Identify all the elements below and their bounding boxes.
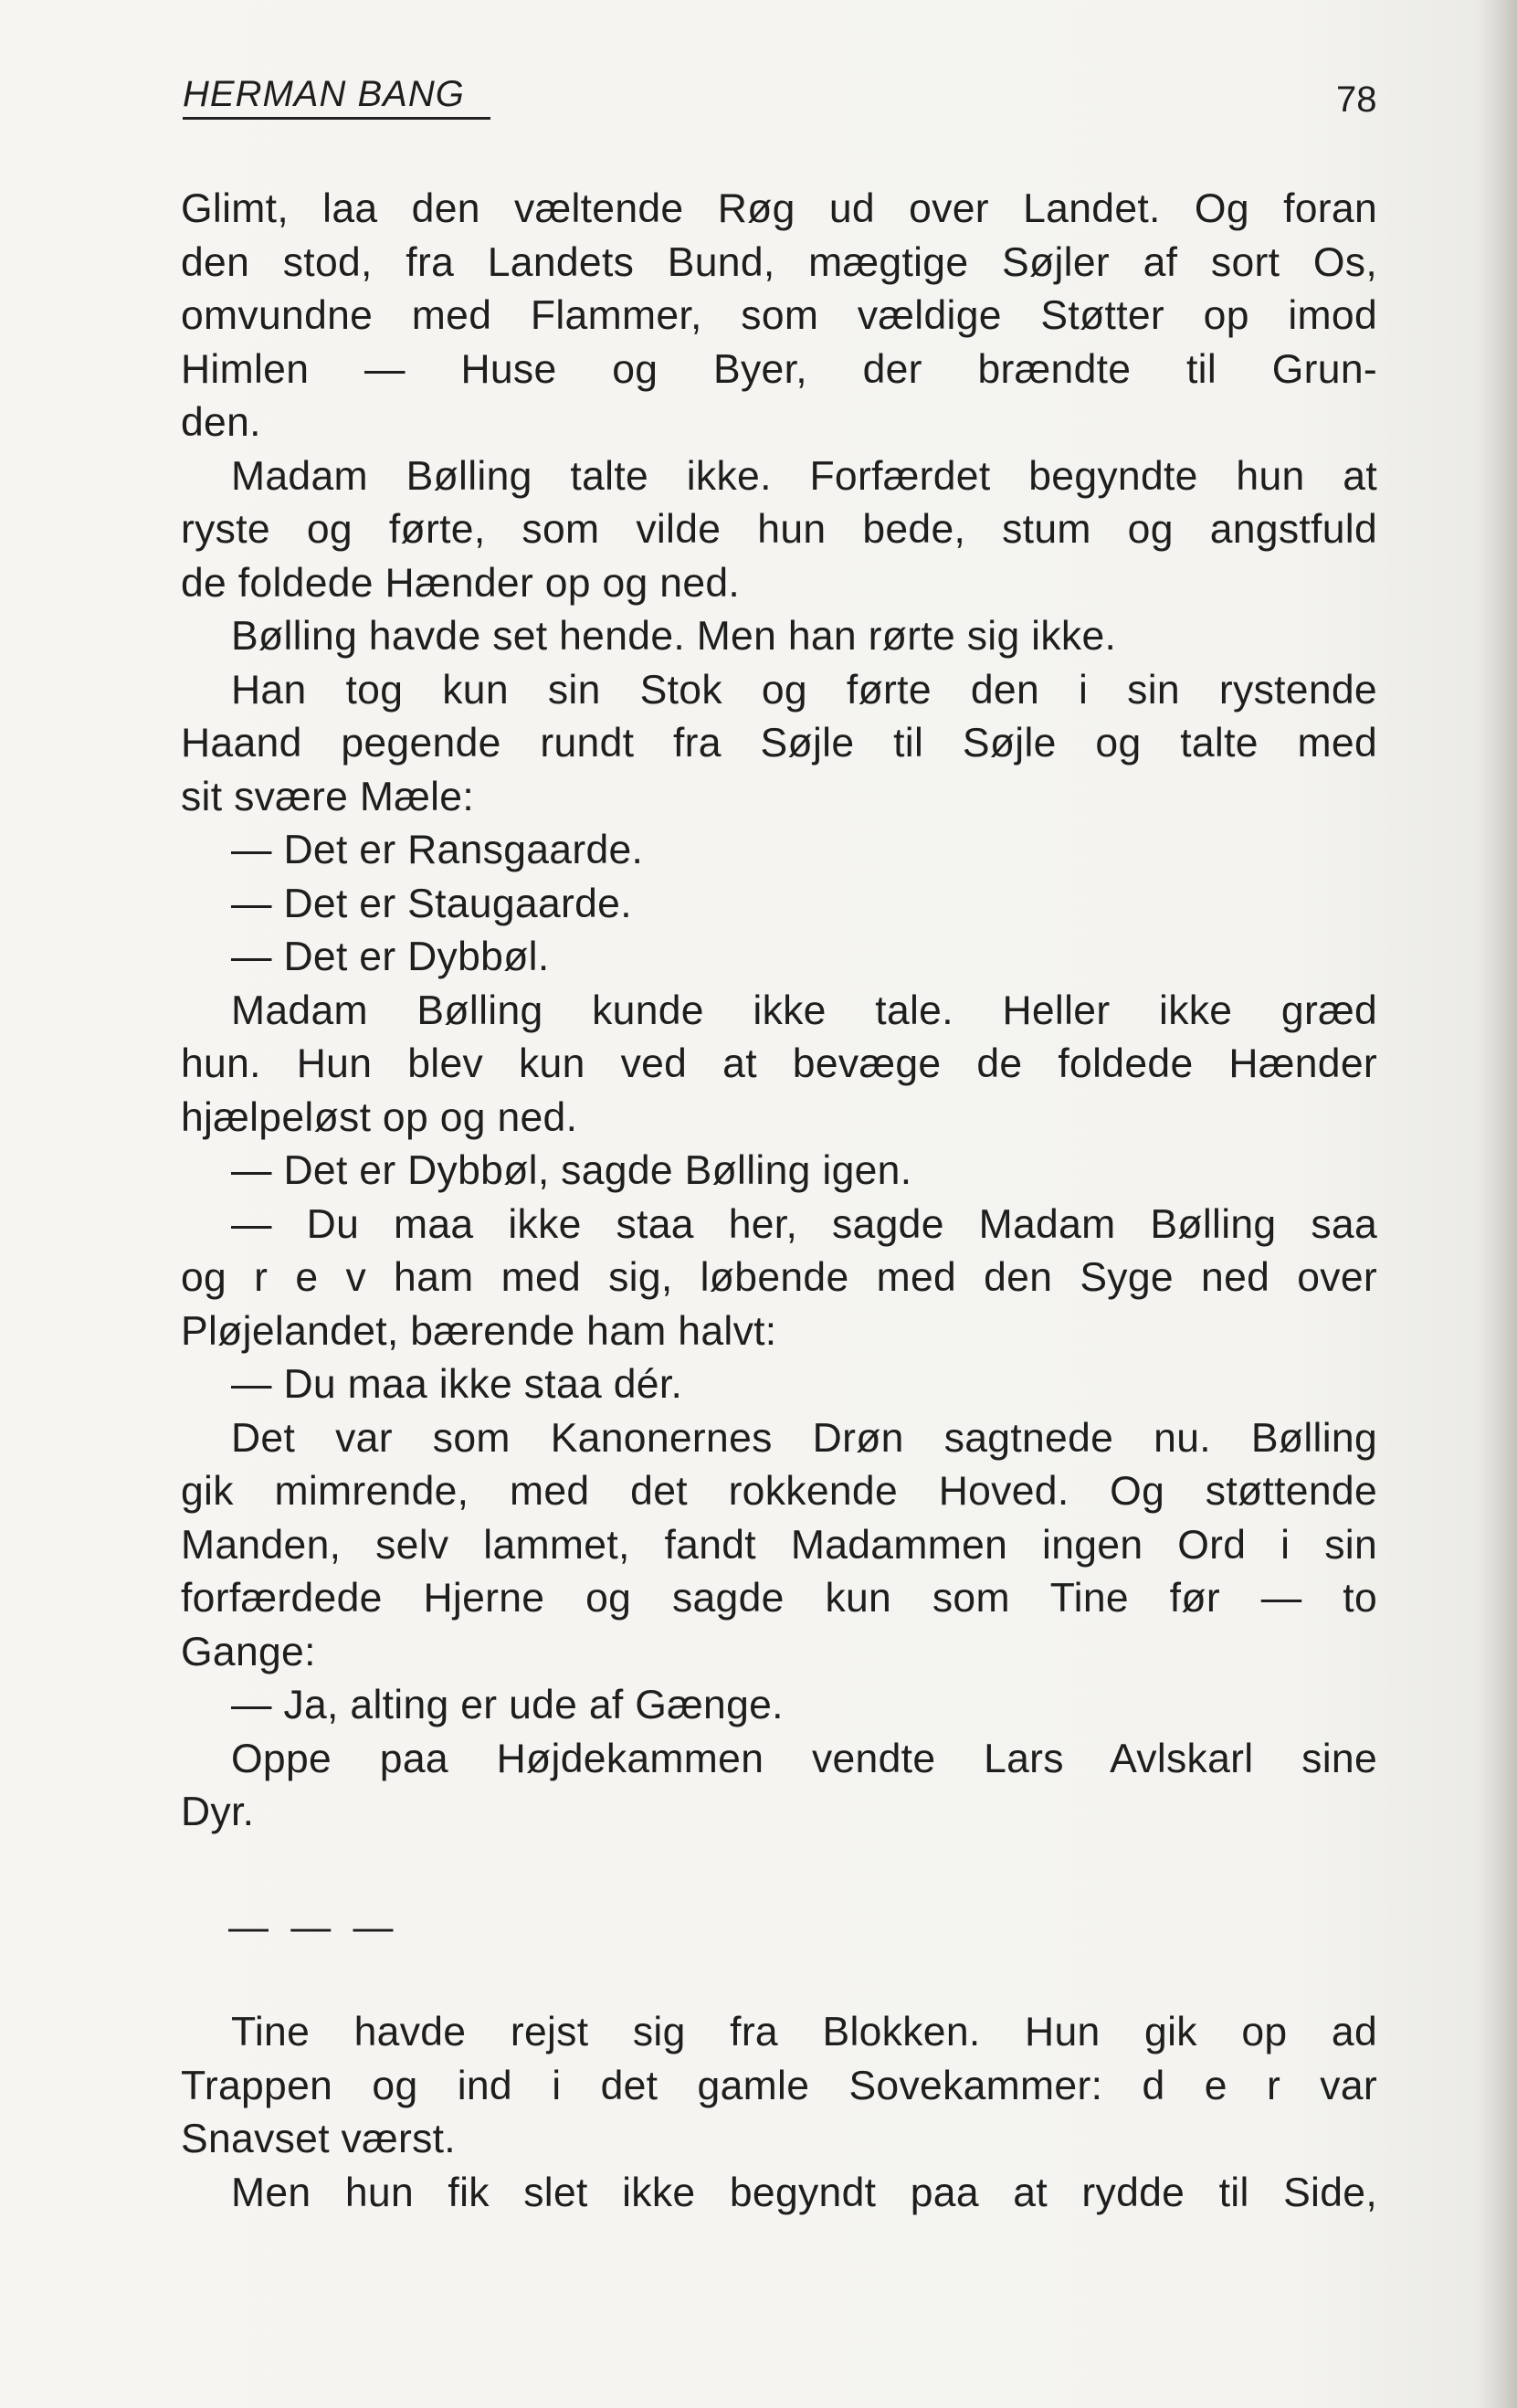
text-line: Snavset værst.	[181, 2117, 456, 2161]
text-line: — Ja, alting er ude af Gænge.	[231, 1683, 784, 1727]
text-line: Han tog kun sin Stok og førte den i sin rystende	[231, 667, 1377, 713]
text-line: Gange:	[181, 1629, 316, 1674]
section-break: — — —	[228, 1905, 399, 1949]
body-text	[181, 183, 1377, 1840]
text-line: Trappen og ind i det gamle Sovekammer: d e r var	[181, 2063, 1377, 2108]
text-line: og r e v ham med sig, løbende med den Syge ned over	[181, 1255, 1377, 1300]
text-line: Oppe paa Højdekammen vendte Lars Avlskarl sine	[231, 1736, 1377, 1781]
text-line: — Det er Staugaarde.	[231, 881, 632, 926]
text-line: — Det er Dybbøl.	[231, 935, 550, 979]
text-line: Bølling havde set hende. Men han rørte sig ikke.	[231, 614, 1117, 659]
text-line: Glimt, laa den væltende Røg ud over Landet. Og foran	[181, 186, 1377, 231]
text-line: — Det er Ransgaarde.	[231, 828, 644, 872]
text-line: de foldede Hænder op og ned.	[181, 560, 741, 606]
text-line: Madam Bølling kunde ikke tale. Heller ikke græd	[231, 987, 1377, 1033]
text-line: den.	[181, 400, 261, 445]
text-line: Dyr.	[181, 1790, 255, 1834]
text-line: — Du maa ikke staa dér.	[231, 1362, 683, 1407]
body-text-continued	[181, 2006, 1377, 2220]
running-header-author: HERMAN BANG	[183, 71, 490, 120]
text-line: Tine havde rejst sig fra Blokken. Hun gik op ad	[231, 2010, 1377, 2054]
text-line: omvundne med Flammer, som vældige Støtter op imod	[181, 293, 1377, 338]
text-line: Men hun fik slet ikke begyndt paa at rydde til Side,	[231, 2170, 1377, 2215]
text-line: Manden, selv lammet, fandt Madammen ingen Ord i sin	[181, 1522, 1377, 1568]
text-line: den stod, fra Landets Bund, mægtige Søjler af sort Os,	[181, 239, 1377, 285]
page-edge-shadow	[1480, 0, 1517, 2408]
text-line: hjælpeløst op og ned.	[181, 1094, 578, 1140]
text-line: Himlen — Huse og Byer, der brændte til Grun-	[181, 346, 1377, 392]
text-line: Det var som Kanonernes Drøn sagtnede nu. Bølling	[231, 1415, 1377, 1461]
text-line: sit svære Mæle:	[181, 774, 474, 819]
text-line: Madam Bølling talte ikke. Forfærdet begyndte hun at	[231, 453, 1377, 499]
text-line: hun. Hun blev kun ved at bevæge de foldede Hænder	[181, 1041, 1377, 1086]
text-line: ryste og førte, som vilde hun bede, stum og angstfuld	[181, 507, 1377, 552]
text-line: forfærdede Hjerne og sagde kun som Tine før — to	[181, 1576, 1377, 1621]
text-line: — Du maa ikke staa her, sagde Madam Bølling saa	[231, 1201, 1377, 1247]
page-number: 78	[1336, 79, 1377, 120]
text-line: gik mimrende, med det rokkende Hoved. Og støttende	[181, 1469, 1377, 1514]
text-line: Pløjelandet, bærende ham halvt:	[181, 1308, 777, 1354]
text-line: — Det er Dybbøl, sagde Bølling igen.	[231, 1148, 912, 1193]
text-line: Haand pegende rundt fra Søjle til Søjle og talte med	[181, 721, 1377, 766]
